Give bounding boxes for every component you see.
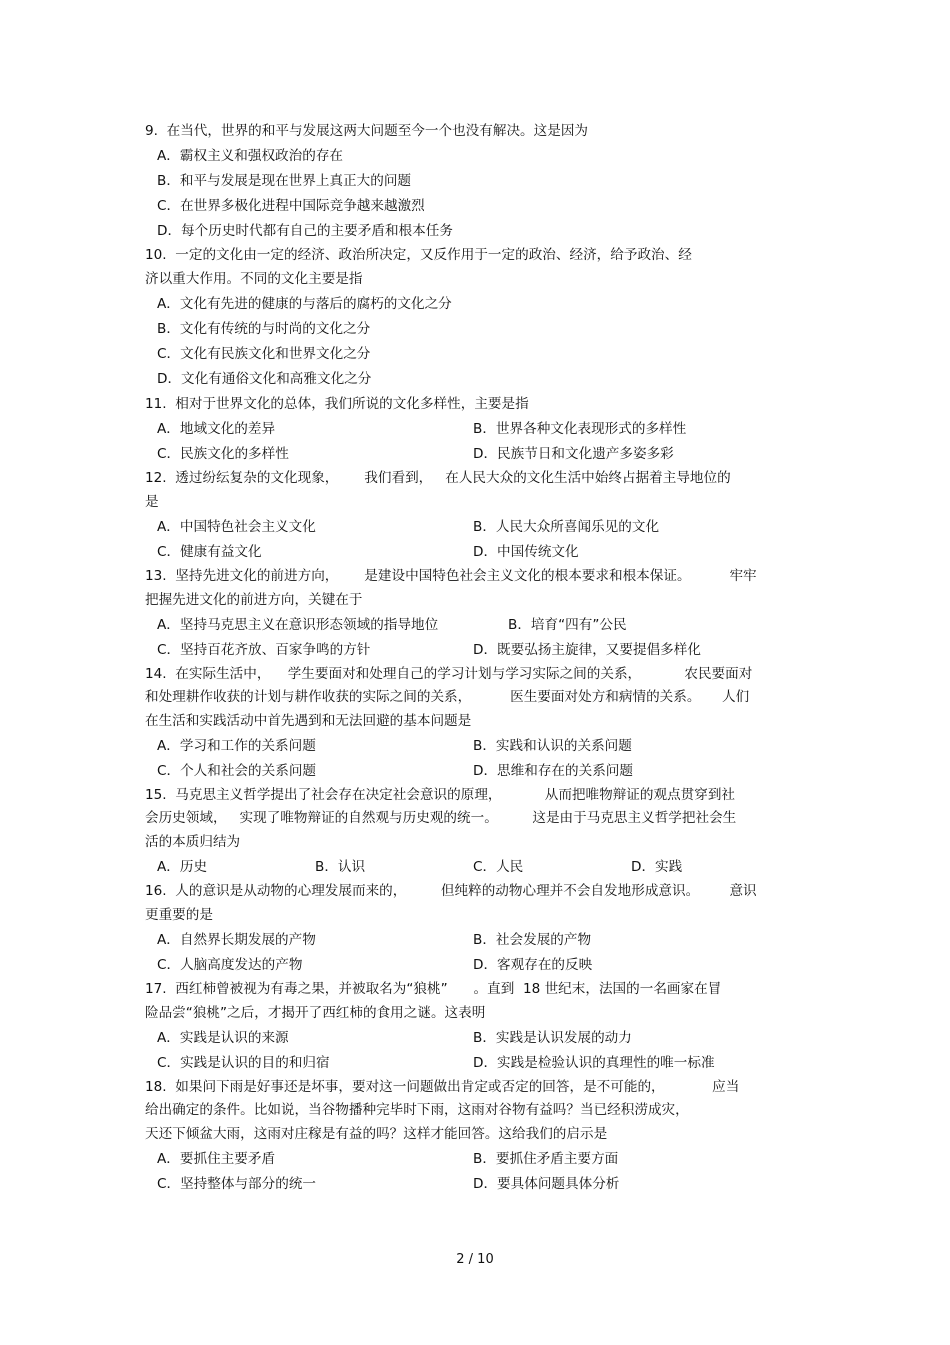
question-6 [145,784,810,880]
question-list [145,119,810,1197]
question-3 [145,467,810,565]
answer-options [145,515,810,565]
answer-option: B．实践是认识发展的动力 [473,1030,632,1046]
answer-option: A．实践是认识的来源 [157,1030,289,1046]
answer-options [145,1026,810,1076]
answer-option: C．个人和社会的关系问题 [157,763,317,779]
answer-option: D．文化有通俗文化和高雅文化之分 [157,371,372,387]
answer-option: D．民族节日和文化遗产多姿多彩 [473,446,674,462]
question-stem-line: 和处理耕作收获的计划与耕作收获的实际之间的关系， 医生要面对处方和病情的关系。 人们 [145,689,750,705]
question-9 [145,1076,810,1197]
answer-option: B．世界各种文化表现形式的多样性 [473,421,687,437]
answer-option: B．文化有传统的与时尚的文化之分 [157,321,371,337]
answer-option: A．文化有先进的健康的与落后的腐朽的文化之分 [157,296,452,312]
answer-option: B．和平与发展是现在世界上真正大的问题 [157,173,412,189]
answer-option: C．在世界多极化进程中国际竞争越来越激烈 [157,198,425,214]
question-stem-line: 17. 西红柿曾被视为有毒之果，并被取名为“狼桃” 。直到 18 世纪末，法国的一名画家在冒 [145,981,722,997]
question-stem-line: 济以重大作用。不同的文化主要是指 [145,271,363,287]
question-2 [145,392,810,467]
question-5 [145,663,810,784]
answer-options [145,928,810,978]
question-1 [145,244,810,392]
question-stem-line: 在生活和实践活动中首先遇到和无法回避的基本问题是 [145,713,472,729]
answer-option: A．学习和工作的关系问题 [157,738,316,754]
answer-options [145,613,810,663]
answer-option: B．要抓住矛盾主要方面 [473,1151,619,1167]
answer-option: C．坚持百花齐放、百家争鸣的方针 [157,642,371,658]
answer-options [145,855,810,880]
answer-option: B．社会发展的产物 [473,932,592,948]
answer-option: C．坚持整体与部分的统一 [157,1176,317,1192]
question-stem-line: 14. 在实际生活中， 学生要面对和处理自己的学习计划与学习实际之间的关系， 农民要面对 [145,666,753,682]
question-stem-line: 给出确定的条件。比如说，当谷物播种完毕时下雨，这雨对谷物有益吗？当已经积涝成灾， [145,1102,689,1118]
answer-option: B．认识 [315,859,366,875]
question-stem-line: 活的本质归结为 [145,834,241,850]
question-stem-line: 13. 坚持先进文化的前进方向， 是建设中国特色社会主义文化的根本要求和根本保证。 牢牢 [145,568,757,584]
question-0 [145,119,810,244]
answer-option: D．实践是检验认识的真理性的唯一标准 [473,1055,715,1071]
answer-option: A．中国特色社会主义文化 [157,519,316,535]
question-stem-line: 把握先进文化的前进方向，关键在于 [145,592,363,608]
answer-option: D．中国传统文化 [473,544,579,560]
answer-option: B．实践和认识的关系问题 [473,738,632,754]
answer-options [145,292,810,392]
answer-option: C．文化有民族文化和世界文化之分 [157,346,371,362]
answer-option: C．人脑高度发达的产物 [157,957,303,973]
question-4 [145,565,810,663]
question-stem-line: 12. 透过纷纭复杂的文化现象， 我们看到， 在人民大众的文化生活中始终占据着主导地位的 [145,470,731,486]
answer-option: A．自然界长期发展的产物 [157,932,316,948]
question-stem-line: 天还下倾盆大雨，这雨对庄稼是有益的吗？这样才能回答。这给我们的启示是 [145,1126,608,1142]
answer-option: C．实践是认识的目的和归宿 [157,1055,330,1071]
answer-options [145,1147,810,1197]
question-stem-line: 16. 人的意识是从动物的心理发展而来的， 但纯粹的动物心理并不会自发地形成意识。 意识 [145,883,757,899]
answer-option: C．健康有益文化 [157,544,262,560]
answer-option: C．民族文化的多样性 [157,446,289,462]
question-stem-line: 10. 一定的文化由一定的经济、政治所决定，又反作用于一定的政治、经济，给予政治、经 [145,247,692,263]
answer-option: D．思维和存在的关系问题 [473,763,633,779]
answer-option: A．霸权主义和强权政治的存在 [157,148,344,164]
answer-option: D．要具体问题具体分析 [473,1176,620,1192]
answer-option: A．地域文化的差异 [157,421,276,437]
answer-options [145,144,810,244]
question-stem-line: 险品尝“狼桃”之后，才揭开了西红柿的食用之谜。这表明 [145,1005,486,1021]
answer-option: D．每个历史时代都有自己的主要矛盾和根本任务 [157,223,453,239]
answer-option: A．要抓住主要矛盾 [157,1151,276,1167]
answer-option: D．实践 [631,859,683,875]
question-7 [145,880,810,978]
question-stem-line: 更重要的是 [145,907,213,923]
question-stem-line: 15. 马克思主义哲学提出了社会存在决定社会意识的原理， 从而把唯物辩证的观点贯穿到社 [145,787,736,803]
answer-option: B．人民大众所喜闻乐见的文化 [473,519,660,535]
answer-option: A．坚持马克思主义在意识形态领域的指导地位 [157,617,439,633]
answer-options [145,734,810,784]
question-8 [145,978,810,1076]
answer-option: A．历史 [157,859,208,875]
question-stem-line: 会历史领域， 实现了唯物辩证的自然观与历史观的统一。 这是由于马克思主义哲学把社会生 [145,810,737,826]
question-stem-line: 9. 在当代，世界的和平与发展这两大问题至今一个也没有解决。这是因为 [145,123,589,139]
question-stem-line: 是 [145,494,159,510]
answer-option: D．客观存在的反映 [473,957,593,973]
answer-option: D．既要弘扬主旋律，又要提倡多样化 [473,642,701,658]
answer-options [145,417,810,467]
question-stem-line: 11. 相对于世界文化的总体，我们所说的文化多样性，主要是指 [145,396,529,412]
page-number: 2 / 10 [456,1252,494,1267]
question-stem-line: 18. 如果问下雨是好事还是坏事，要对这一问题做出肯定或否定的回答，是不可能的， 应当 [145,1079,740,1095]
answer-option: C．人民 [473,859,524,875]
answer-option: B．培育“四有”公民 [508,617,627,633]
